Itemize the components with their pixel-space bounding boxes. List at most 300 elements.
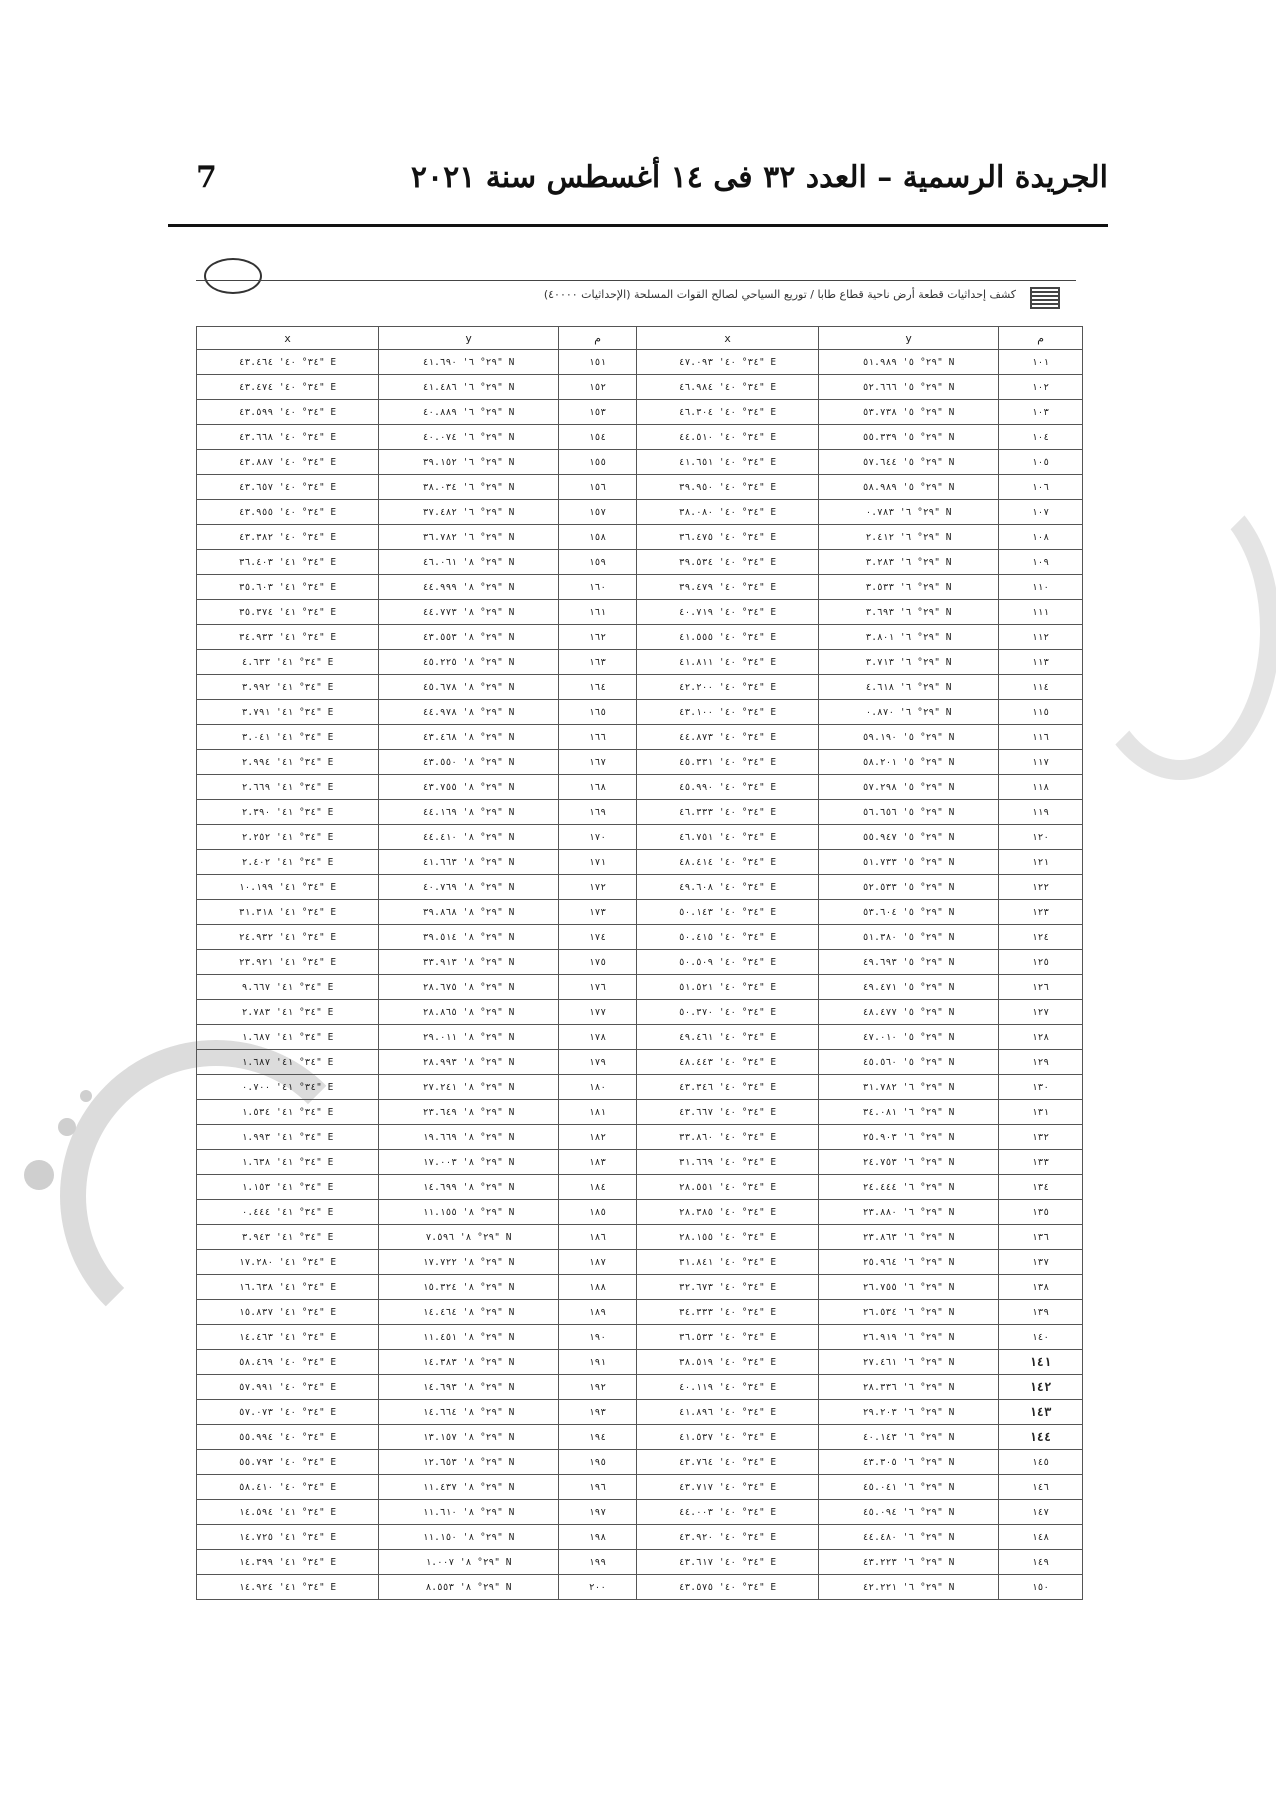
table-cell-x2: ٣٤° ٤٠' ٥٥.٩٩٤" E: [197, 1425, 379, 1450]
table-cell-x2: ٣٤° ٤١' ٢.٢٥٢" E: [197, 825, 379, 850]
table-cell-n1: ١٠٣: [999, 400, 1083, 425]
table-cell-x1: ٣٤° ٤٠' ٤٤.٨٧٣" E: [637, 725, 819, 750]
table-cell-y2: ٢٩° ٨' ١٧.٧٢٢" N: [379, 1250, 559, 1275]
table-cell-y2: ٢٩° ٨' ١٣.١٥٧" N: [379, 1425, 559, 1450]
table-cell-y2: ٢٩° ٦' ٣٩.١٥٢" N: [379, 450, 559, 475]
table-cell-y2: ٢٩° ٨' ٤٤.٩٩٩" N: [379, 575, 559, 600]
table-cell-n1: ١٢٢: [999, 875, 1083, 900]
table-row: [197, 1150, 1083, 1175]
table-cell-y1: ٢٩° ٦' ٤.٦١٨" N: [819, 675, 999, 700]
table-cell-y2: ٢٩° ٨' ٤٦.٠٦١" N: [379, 550, 559, 575]
table-cell-y1: ٢٩° ٥' ٥٩.١٩٠" N: [819, 725, 999, 750]
table-cell-x2: ٣٤° ٤١' ١.٦٣٨" E: [197, 1150, 379, 1175]
table-cell-n1: ١١٧: [999, 750, 1083, 775]
table-cell-n2: ١٧٤: [559, 925, 637, 950]
table-cell-n1: ١١٩: [999, 800, 1083, 825]
table-row: [197, 850, 1083, 875]
table-cell-x2: ٣٤° ٤٠' ٤٣.٣٨٢" E: [197, 525, 379, 550]
scanned-table: [196, 278, 1084, 1628]
table-row: [197, 925, 1083, 950]
table-cell-y1: ٢٩° ٥' ٥٧.٢٩٨" N: [819, 775, 999, 800]
table-cell-x2: ٣٤° ٤١' ١.٦٨٧" E: [197, 1050, 379, 1075]
table-cell-n2: ١٦٩: [559, 800, 637, 825]
table-cell-x2: ٣٤° ٤١' ٣١.٣١٨" E: [197, 900, 379, 925]
table-cell-x1: ٣٤° ٤٠' ٤١.٥٣٧" E: [637, 1425, 819, 1450]
table-cell-n1: ١٤٩: [999, 1550, 1083, 1575]
table-cell-x2: ٣٤° ٤١' ٣.٩٩٢" E: [197, 675, 379, 700]
table-cell-x1: ٣٤° ٤٠' ٤٨.٤٤٣" E: [637, 1050, 819, 1075]
table-cell-y1: ٢٩° ٦' ٣.٥٣٣" N: [819, 575, 999, 600]
table-cell-n1: ١٤٣: [999, 1400, 1083, 1425]
table-cell-y1: ٢٩° ٦' ٤٢.٢٢١" N: [819, 1575, 999, 1600]
table-cell-y2: ٢٩° ٨' ٤٤.٩٧٨" N: [379, 700, 559, 725]
table-cell-n2: ١٧٩: [559, 1050, 637, 1075]
table-cell-y1: ٢٩° ٦' ٠.٧٨٣" N: [819, 500, 999, 525]
table-cell-y1: ٢٩° ٥' ٥٥.٣٣٩" N: [819, 425, 999, 450]
table-cell-n2: ١٩٠: [559, 1325, 637, 1350]
table-cell-y2: ٢٩° ٨' ١٩.٦٦٩" N: [379, 1125, 559, 1150]
table-cell-y1: ٢٩° ٦' ٤٥.٠٤١" N: [819, 1475, 999, 1500]
table-cell-n2: ١٦٠: [559, 575, 637, 600]
table-cell-n2: ١٨٨: [559, 1275, 637, 1300]
table-cell-x1: ٣٤° ٤٠' ٤٣.١٠٠" E: [637, 700, 819, 725]
table-cell-x1: ٣٤° ٤٠' ٤٣.٣٤٦" E: [637, 1075, 819, 1100]
table-cell-x1: ٣٤° ٤٠' ٤٦.٧٥١" E: [637, 825, 819, 850]
table-row: [197, 1025, 1083, 1050]
table-cell-x1: ٣٤° ٤٠' ٤٦.٣٠٤" E: [637, 400, 819, 425]
table-cell-y2: ٢٩° ٨' ٤٣.٥٥٣" N: [379, 625, 559, 650]
table-cell-x1: ٣٤° ٤٠' ٢٨.٥٥١" E: [637, 1175, 819, 1200]
table-row: [197, 1525, 1083, 1550]
table-row: [197, 1275, 1083, 1300]
table-row: [197, 775, 1083, 800]
table-cell-n2: ١٩٧: [559, 1500, 637, 1525]
table-cell-x1: ٣٤° ٤٠' ٣١.٦٦٩" E: [637, 1150, 819, 1175]
table-cell-n1: ١٤٦: [999, 1475, 1083, 1500]
table-cell-x2: ٣٤° ٤١' ٢.٧٨٣" E: [197, 1000, 379, 1025]
table-cell-y2: ٢٩° ٨' ٤٣.٧٥٥" N: [379, 775, 559, 800]
table-cell-y1: ٢٩° ٥' ٤٨.٤٧٧" N: [819, 1000, 999, 1025]
table-cell-y1: ٢٩° ٦' ٣.٨٠١" N: [819, 625, 999, 650]
table-cell-n1: ١٤١: [999, 1350, 1083, 1375]
table-row: [197, 725, 1083, 750]
table-cell-x1: ٣٤° ٤٠' ٤٦.٩٨٤" E: [637, 375, 819, 400]
table-cell-x2: ٣٤° ٤١' ١٧.٢٨٠" E: [197, 1250, 379, 1275]
table-cell-n1: ١٠٢: [999, 375, 1083, 400]
table-row: [197, 1050, 1083, 1075]
table-cell-y1: ٢٩° ٦' ٤٤.٤٨٠" N: [819, 1525, 999, 1550]
table-cell-y1: ٢٩° ٦' ٢٥.٩٠٣" N: [819, 1125, 999, 1150]
table-cell-x2: ٣٤° ٤١' ١٤.٧٢٥" E: [197, 1525, 379, 1550]
table-cell-x1: ٣٤° ٤٠' ٤٧.٠٩٣" E: [637, 350, 819, 375]
table-cell-x1: ٣٤° ٤٠' ٣٤.٣٣٣" E: [637, 1300, 819, 1325]
table-cell-x2: ٣٤° ٤١' ١.٩٩٣" E: [197, 1125, 379, 1150]
table-cell-x1: ٣٤° ٤٠' ٤٣.٩٢٠" E: [637, 1525, 819, 1550]
table-cell-n2: ١٧٢: [559, 875, 637, 900]
table-cell-x2: ٣٤° ٤١' ٢.٣٩٠" E: [197, 800, 379, 825]
table-row: [197, 750, 1083, 775]
table-cell-y2: ٢٩° ٨' ١٤.٤٦٤" N: [379, 1300, 559, 1325]
table-cell-n1: ١٢٨: [999, 1025, 1083, 1050]
table-cell-y1: ٢٩° ٦' ٢٦.٧٥٥" N: [819, 1275, 999, 1300]
table-row: [197, 1425, 1083, 1450]
table-cell-n1: ١٠١: [999, 350, 1083, 375]
column-header: x: [197, 327, 379, 350]
table-row: [197, 650, 1083, 675]
table-cell-y2: ٢٩° ٨' ٢٨.٨٦٥" N: [379, 1000, 559, 1025]
table-row: [197, 800, 1083, 825]
table-cell-n2: ١٥٩: [559, 550, 637, 575]
table-cell-n1: ١١٢: [999, 625, 1083, 650]
table-cell-x2: ٣٤° ٤٠' ٤٣.٤٦٤" E: [197, 350, 379, 375]
table-cell-y1: ٢٩° ٦' ٢٩.٢٠٣" N: [819, 1400, 999, 1425]
table-cell-n1: ١٢٣: [999, 900, 1083, 925]
table-cell-y2: ٢٩° ٨' ١٢.٦٥٣" N: [379, 1450, 559, 1475]
table-cell-n1: ١٢٩: [999, 1050, 1083, 1075]
table-cell-x2: ٣٤° ٤١' ٣.٠٤١" E: [197, 725, 379, 750]
table-cell-n2: ١٦١: [559, 600, 637, 625]
table-row: [197, 1325, 1083, 1350]
table-cell-n1: ١١١: [999, 600, 1083, 625]
table-cell-n2: ١٩٢: [559, 1375, 637, 1400]
table-cell-x2: ٣٤° ٤١' ١.٥٣٤" E: [197, 1100, 379, 1125]
table-row: [197, 375, 1083, 400]
table-cell-x1: ٣٤° ٤٠' ٤٠.٧١٩" E: [637, 600, 819, 625]
table-cell-x2: ٣٤° ٤٠' ٤٣.٦٥٧" E: [197, 475, 379, 500]
table-row: [197, 475, 1083, 500]
table-cell-x2: ٣٤° ٤١' ١٤.٥٩٤" E: [197, 1500, 379, 1525]
table-row: [197, 1000, 1083, 1025]
table-cell-n2: ١٩١: [559, 1350, 637, 1375]
column-header: م: [999, 327, 1083, 350]
page-number: 7: [196, 160, 217, 195]
table-cell-x2: ٣٤° ٤١' ٠.٤٤٤" E: [197, 1200, 379, 1225]
table-cell-y2: ٢٩° ٦' ٣٨.٠٣٤" N: [379, 475, 559, 500]
table-cell-y1: ٢٩° ٥' ٥٢.٥٣٣" N: [819, 875, 999, 900]
table-row: [197, 1450, 1083, 1475]
table-cell-y2: ٢٩° ٨' ٤٠.٧٦٩" N: [379, 875, 559, 900]
table-cell-y1: ٢٩° ٥' ٤٩.٦٩٣" N: [819, 950, 999, 975]
table-cell-y2: ٢٩° ٨' ١١.٤٥١" N: [379, 1325, 559, 1350]
table-row: [197, 675, 1083, 700]
table-cell-y2: ٢٩° ٨' ٤٤.٤١٠" N: [379, 825, 559, 850]
table-cell-y2: ٢٩° ٨' ١١.١٥٠" N: [379, 1525, 559, 1550]
table-cell-y2: ٢٩° ٨' ٤٥.٢٢٥" N: [379, 650, 559, 675]
table-cell-n1: ١٤٥: [999, 1450, 1083, 1475]
table-cell-n1: ١١٥: [999, 700, 1083, 725]
table-cell-n1: ١٥٠: [999, 1575, 1083, 1600]
table-cell-x1: ٣٤° ٤٠' ٣٦.٤٧٥" E: [637, 525, 819, 550]
table-cell-n1: ١٣٩: [999, 1300, 1083, 1325]
table-row: [197, 575, 1083, 600]
table-cell-n2: ١٧٧: [559, 1000, 637, 1025]
table-cell-x1: ٣٤° ٤٠' ٣١.٨٤١" E: [637, 1250, 819, 1275]
table-cell-y1: ٢٩° ٦' ٤٣.٣٠٥" N: [819, 1450, 999, 1475]
table-cell-x1: ٣٤° ٤٠' ٣٨.٥١٩" E: [637, 1350, 819, 1375]
table-cell-x1: ٣٤° ٤٠' ٣٦.٥٣٣" E: [637, 1325, 819, 1350]
column-header: x: [637, 327, 819, 350]
table-cell-n1: ١١٣: [999, 650, 1083, 675]
table-cell-n1: ١٢٦: [999, 975, 1083, 1000]
table-cell-y2: ٢٩° ٦' ٤٠.٨٨٩" N: [379, 400, 559, 425]
table-cell-y2: ٢٩° ٨' ٢٧.٢٤١" N: [379, 1075, 559, 1100]
table-cell-x1: ٣٤° ٤٠' ٤٦.٣٣٣" E: [637, 800, 819, 825]
table-cell-x1: ٣٤° ٤٠' ٤٣.٥٧٥" E: [637, 1575, 819, 1600]
table-cell-x2: ٣٤° ٤١' ١٠.١٩٩" E: [197, 875, 379, 900]
table-cell-x1: ٣٤° ٤٠' ٣٣.٨٦٠" E: [637, 1125, 819, 1150]
table-cell-y2: ٢٩° ٨' ٢٨.٩٩٣" N: [379, 1050, 559, 1075]
table-cell-n2: ١٩٩: [559, 1550, 637, 1575]
table-cell-n1: ١٣٠: [999, 1075, 1083, 1100]
table-cell-n2: ١٥٤: [559, 425, 637, 450]
table-cell-x2: ٣٤° ٤١' ٠.٧٠٠" E: [197, 1075, 379, 1100]
watermark-arc: [1080, 480, 1276, 780]
table-cell-y2: ٢٩° ٨' ٧.٥٩٦" N: [379, 1225, 559, 1250]
table-cell-x2: ٣٤° ٤٠' ٥٨.٤١٠" E: [197, 1475, 379, 1500]
table-cell-y1: ٢٩° ٥' ٥٢.٦٦٦" N: [819, 375, 999, 400]
table-cell-n2: ١٦٣: [559, 650, 637, 675]
table-cell-y2: ٢٩° ٨' ٢٣.٦٤٩" N: [379, 1100, 559, 1125]
table-row: [197, 1125, 1083, 1150]
table-row: [197, 1375, 1083, 1400]
table-row: [197, 1475, 1083, 1500]
table-cell-x1: ٣٤° ٤٠' ٤٤.٥١٠" E: [637, 425, 819, 450]
table-cell-n2: ١٨٥: [559, 1200, 637, 1225]
table-cell-y1: ٢٩° ٥' ٥٣.٦٠٤" N: [819, 900, 999, 925]
table-cell-y1: ٢٩° ٥' ٥١.٣٨٠" N: [819, 925, 999, 950]
table-cell-y2: ٢٩° ٨' ٣٩.٥١٤" N: [379, 925, 559, 950]
table-cell-x2: ٣٤° ٤١' ٣٤.٩٣٣" E: [197, 625, 379, 650]
table-cell-n1: ١٤٢: [999, 1375, 1083, 1400]
table-cell-n1: ١١٠: [999, 575, 1083, 600]
table-row: [197, 1225, 1083, 1250]
table-cell-y1: ٢٩° ٦' ٣.٧١٣" N: [819, 650, 999, 675]
table-cell-n2: ١٦٨: [559, 775, 637, 800]
table-cell-x2: ٣٤° ٤١' ٢.٩٩٤" E: [197, 750, 379, 775]
table-cell-n1: ١٤٧: [999, 1500, 1083, 1525]
table-cell-y1: ٢٩° ٦' ٢٥.٩٦٤" N: [819, 1250, 999, 1275]
table-cell-n2: ١٦٢: [559, 625, 637, 650]
table-row: [197, 1075, 1083, 1100]
table-row: [197, 625, 1083, 650]
table-cell-n2: ١٨٦: [559, 1225, 637, 1250]
header-divider: [168, 224, 1108, 227]
table-cell-n1: ١٣٤: [999, 1175, 1083, 1200]
table-cell-n2: ١٧٣: [559, 900, 637, 925]
table-cell-y2: ٢٩° ٦' ٤٠.٠٧٤" N: [379, 425, 559, 450]
table-row: [197, 1200, 1083, 1225]
table-cell-y1: ٢٩° ٦' ٢٤.٤٤٤" N: [819, 1175, 999, 1200]
table-cell-x1: ٣٤° ٤٠' ٢٨.١٥٥" E: [637, 1225, 819, 1250]
table-cell-n1: ١٣٣: [999, 1150, 1083, 1175]
table-cell-y2: ٢٩° ٨' ٨.٥٥٣" N: [379, 1575, 559, 1600]
table-cell-y1: ٢٩° ٦' ٢٣.٨٨٠" N: [819, 1200, 999, 1225]
table-cell-x2: ٣٤° ٤١' ١٥.٨٣٧" E: [197, 1300, 379, 1325]
table-cell-x2: ٣٤° ٤٠' ٤٣.٨٨٧" E: [197, 450, 379, 475]
watermark-dot: [58, 1118, 76, 1136]
watermark-dot: [80, 1090, 92, 1102]
table-cell-n1: ١٤٤: [999, 1425, 1083, 1450]
table-cell-n2: ١٧٥: [559, 950, 637, 975]
table-cell-n2: ١٥٧: [559, 500, 637, 525]
table-cell-n2: ١٥٨: [559, 525, 637, 550]
table-row: [197, 400, 1083, 425]
table-cell-n1: ١٢٠: [999, 825, 1083, 850]
column-header: y: [819, 327, 999, 350]
table-cell-y2: ٢٩° ٦' ٤١.٦٩٠" N: [379, 350, 559, 375]
table-cell-n1: ١٠٤: [999, 425, 1083, 450]
table-cell-n2: ١٥١: [559, 350, 637, 375]
table-cell-n2: ٢٠٠: [559, 1575, 637, 1600]
table-cell-n2: ١٨٠: [559, 1075, 637, 1100]
table-cell-y1: ٢٩° ٦' ٣.٦٩٣" N: [819, 600, 999, 625]
column-header: م: [559, 327, 637, 350]
table-cell-x2: ٣٤° ٤١' ٤.٦٣٣" E: [197, 650, 379, 675]
table-cell-y2: ٢٩° ٨' ١.٠٠٧" N: [379, 1550, 559, 1575]
table-cell-y1: ٢٩° ٥' ٤٥.٥٦٠" N: [819, 1050, 999, 1075]
table-cell-y1: ٢٩° ٦' ٣١.٧٨٢" N: [819, 1075, 999, 1100]
table-cell-x1: ٣٤° ٤٠' ٤٩.٦٠٨" E: [637, 875, 819, 900]
table-cell-x2: ٣٤° ٤٠' ٤٣.٤٧٤" E: [197, 375, 379, 400]
table-cell-y1: ٢٩° ٥' ٥٨.٩٨٩" N: [819, 475, 999, 500]
table-row: [197, 550, 1083, 575]
page-header: [168, 156, 1108, 212]
table-row: [197, 1550, 1083, 1575]
table-cell-y1: ٢٩° ٥' ٥٧.٦٤٤" N: [819, 450, 999, 475]
table-cell-n2: ١٨٢: [559, 1125, 637, 1150]
table-cell-y2: ٢٩° ٨' ٤٤.١٦٩" N: [379, 800, 559, 825]
table-cell-n1: ١٤٨: [999, 1525, 1083, 1550]
table-row: [197, 1350, 1083, 1375]
table-cell-x2: ٣٤° ٤١' ٢٣.٩٢١" E: [197, 950, 379, 975]
table-cell-x2: ٣٤° ٤٠' ٥٧.٠٧٣" E: [197, 1400, 379, 1425]
table-row: [197, 1250, 1083, 1275]
table-cell-x1: ٣٤° ٤٠' ٤١.٨١١" E: [637, 650, 819, 675]
table-cell-n1: ١٢٧: [999, 1000, 1083, 1025]
table-cell-n2: ١٨١: [559, 1100, 637, 1125]
table-cell-y1: ٢٩° ٦' ٢٦.٩١٩" N: [819, 1325, 999, 1350]
table-cell-y2: ٢٩° ٨' ١٤.٦٩٩" N: [379, 1175, 559, 1200]
table-cell-y2: ٢٩° ٨' ٢٨.٦٧٥" N: [379, 975, 559, 1000]
table-cell-x2: ٣٤° ٤١' ٩.٦٦٧" E: [197, 975, 379, 1000]
table-cell-y1: ٢٩° ٥' ٤٧.٠١٠" N: [819, 1025, 999, 1050]
table-cell-y1: ٢٩° ٦' ٣.٢٨٣" N: [819, 550, 999, 575]
table-cell-x1: ٣٤° ٤٠' ٤٥.٩٩٠" E: [637, 775, 819, 800]
watermark-dot: [24, 1160, 54, 1190]
table-cell-x1: ٣٤° ٤٠' ٤١.٨٩٦" E: [637, 1400, 819, 1425]
table-cell-x2: ٣٤° ٤٠' ٥٧.٩٩١" E: [197, 1375, 379, 1400]
table-cell-n1: ١٣١: [999, 1100, 1083, 1125]
table-cell-n1: ١٣٥: [999, 1200, 1083, 1225]
table-cell-n1: ١٠٥: [999, 450, 1083, 475]
table-cell-n1: ١٣٧: [999, 1250, 1083, 1275]
table-cell-y2: ٢٩° ٨' ٤٥.٦٧٨" N: [379, 675, 559, 700]
table-cell-n1: ١١٤: [999, 675, 1083, 700]
table-cell-y2: ٢٩° ٨' ١١.٤٣٧" N: [379, 1475, 559, 1500]
table-cell-n2: ١٧١: [559, 850, 637, 875]
table-cell-y1: ٢٩° ٦' ٢٤.٧٥٣" N: [819, 1150, 999, 1175]
table-cell-n1: ١٠٧: [999, 500, 1083, 525]
table-cell-x1: ٣٤° ٤٠' ٤٣.٧٦٤" E: [637, 1450, 819, 1475]
table-cell-y2: ٢٩° ٨' ١٥.٣٢٤" N: [379, 1275, 559, 1300]
table-cell-y1: ٢٩° ٦' ٢٣.٨٦٣" N: [819, 1225, 999, 1250]
table-row: [197, 1100, 1083, 1125]
table-row: [197, 1400, 1083, 1425]
table-cell-y1: ٢٩° ٥' ٥٨.٢٠١" N: [819, 750, 999, 775]
table-cell-y1: ٢٩° ٥' ٥١.٧٣٣" N: [819, 850, 999, 875]
table-row: [197, 1300, 1083, 1325]
table-cell-x2: ٣٤° ٤٠' ٥٥.٧٩٣" E: [197, 1450, 379, 1475]
table-header-row: [197, 327, 1083, 350]
table-cell-n1: ١٠٨: [999, 525, 1083, 550]
table-row: [197, 1575, 1083, 1600]
column-header: y: [379, 327, 559, 350]
table-cell-x1: ٣٤° ٤٠' ٣٩.٩٥٠" E: [637, 475, 819, 500]
table-row: [197, 525, 1083, 550]
table-cell-x2: ٣٤° ٤١' ٣٦.٤٠٣" E: [197, 550, 379, 575]
table-cell-y1: ٢٩° ٥' ٥١.٩٨٩" N: [819, 350, 999, 375]
table-cell-y2: ٢٩° ٨' ٤٣.٤٦٨" N: [379, 725, 559, 750]
table-cell-n2: ١٧٦: [559, 975, 637, 1000]
table-cell-x1: ٣٤° ٤٠' ٤٣.٦١٧" E: [637, 1550, 819, 1575]
table-cell-n2: ١٥٢: [559, 375, 637, 400]
table-cell-n2: ١٨٣: [559, 1150, 637, 1175]
table-cell-n2: ١٥٥: [559, 450, 637, 475]
table-cell-y1: ٢٩° ٦' ٢.٤١٢" N: [819, 525, 999, 550]
table-cell-x2: ٣٤° ٤٠' ٤٣.٩٥٥" E: [197, 500, 379, 525]
table-cell-x2: ٣٤° ٤٠' ٤٣.٦٦٨" E: [197, 425, 379, 450]
table-cell-y2: ٢٩° ٦' ٣٧.٤٨٢" N: [379, 500, 559, 525]
table-cell-n1: ١٠٦: [999, 475, 1083, 500]
table-cell-x1: ٣٤° ٤٠' ٤٣.٧١٧" E: [637, 1475, 819, 1500]
table-cell-x2: ٣٤° ٤١' ١٤.٤٦٣" E: [197, 1325, 379, 1350]
table-row: [197, 500, 1083, 525]
table-row: [197, 1500, 1083, 1525]
table-cell-x2: ٣٤° ٤٠' ٤٣.٥٩٩" E: [197, 400, 379, 425]
table-cell-n2: ١٩٥: [559, 1450, 637, 1475]
table-row: [197, 600, 1083, 625]
table-row: [197, 350, 1083, 375]
caption-text: كشف إحداثيات قطعة أرض ناحية قطاع طابا / توريع السياحي لصالح القوات المسلحة (الإحداثيات ٤٠٠٠٠): [543, 288, 1016, 301]
table-cell-y1: ٢٩° ٦' ٤٠.١٤٣" N: [819, 1425, 999, 1450]
table-cell-x2: ٣٤° ٤١' ١٤.٩٢٤" E: [197, 1575, 379, 1600]
table-cell-x2: ٣٤° ٤١' ٢.٦٦٩" E: [197, 775, 379, 800]
table-cell-x1: ٣٤° ٤٠' ٤٨.٤١٤" E: [637, 850, 819, 875]
table-cell-y2: ٢٩° ٨' ٤١.٦٦٣" N: [379, 850, 559, 875]
table-cell-n2: ١٧٨: [559, 1025, 637, 1050]
table-row: [197, 950, 1083, 975]
table-cell-x2: ٣٤° ٤١' ٣٥.٦٠٣" E: [197, 575, 379, 600]
table-row: [197, 825, 1083, 850]
table-cell-y2: ٢٩° ٨' ٣٣.٩١٣" N: [379, 950, 559, 975]
table-cell-n2: ١٨٩: [559, 1300, 637, 1325]
table-cell-n2: ١٨٤: [559, 1175, 637, 1200]
organization-logo-icon: [1030, 287, 1060, 309]
table-cell-x1: ٣٤° ٤٠' ٢٨.٣٨٥" E: [637, 1200, 819, 1225]
table-cell-y2: ٢٩° ٦' ٣٦.٧٨٢" N: [379, 525, 559, 550]
table-cell-n2: ١٥٣: [559, 400, 637, 425]
table-cell-x1: ٣٤° ٤٠' ٤٠.١١٩" E: [637, 1375, 819, 1400]
table-row: [197, 900, 1083, 925]
table-cell-n2: ١٨٧: [559, 1250, 637, 1275]
table-cell-y1: ٢٩° ٥' ٥٣.٧٣٨" N: [819, 400, 999, 425]
table-caption: [196, 280, 1076, 309]
table-cell-x1: ٣٤° ٤٠' ٥٠.٥٠٩" E: [637, 950, 819, 975]
table-cell-y2: ٢٩° ٨' ٢٩.٠١١" N: [379, 1025, 559, 1050]
table-cell-n2: ١٦٥: [559, 700, 637, 725]
table-cell-y1: ٢٩° ٦' ٤٥.٠٩٤" N: [819, 1500, 999, 1525]
table-cell-n1: ١٣٦: [999, 1225, 1083, 1250]
